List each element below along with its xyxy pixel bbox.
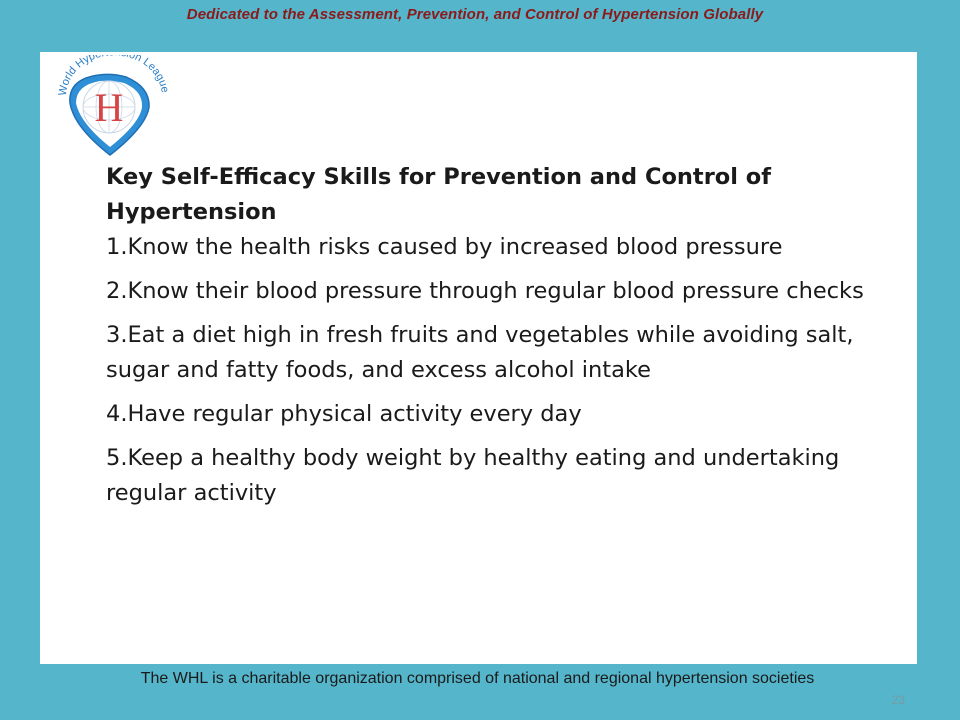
list-item-2: 2.Know their blood pressure through regular blood pressure checks bbox=[106, 278, 864, 304]
slide-body bbox=[106, 160, 896, 520]
logo-h-letter: H bbox=[94, 85, 124, 130]
list-item-4: 4.Have regular physical activity every day bbox=[106, 401, 582, 427]
header-tagline: Dedicated to the Assessment, Prevention, and Control of Hypertension Globally bbox=[186, 6, 764, 23]
list-item-5: 5.Keep a healthy body weight by healthy eating and undertaking regular activity bbox=[106, 445, 840, 506]
slide-title: Key Self-Efficacy Skills for Prevention and Control of Hypertension bbox=[106, 164, 772, 225]
footer-note: The WHL is a charitable organization comprised of national and regional hypertension societies bbox=[140, 670, 815, 687]
logo-arc-textpath: World Hyp on Leagu bbox=[56, 55, 169, 97]
whl-logo bbox=[54, 55, 169, 160]
whl-logo-graphic bbox=[54, 55, 169, 160]
list-item-3: 3.Eat a diet high in fresh fruits and vegetables while avoiding salt, sugar and fatty foods, and excess alcohol intake bbox=[106, 322, 854, 383]
page-number: 23 bbox=[891, 693, 905, 707]
list-item-1: 1.Know the health risks caused by increased blood pressure bbox=[106, 234, 783, 260]
